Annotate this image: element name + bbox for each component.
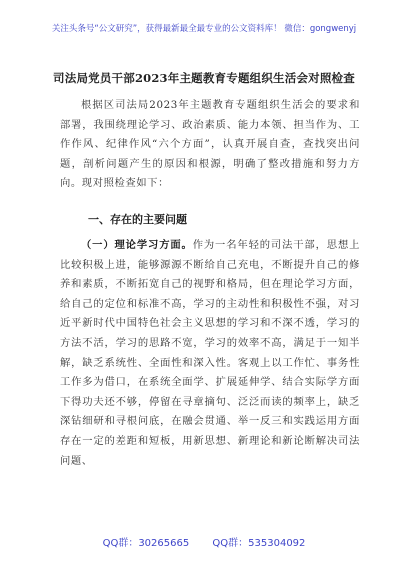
paragraph-body: 作为一名年轻的司法干部，思想上比较积极上进，能够源源不断给自己充电，不断提升自己的修养和素质，不断拓宽自己的视野和格局，但在理论学习方面，给自己的定位和标准不高，学习的主动性和积极性不强，对习近平新时代中国特色社会主义思想的学习和不深不透，学习的方法不活，学习的思路不宽，学习的效率不高，满足于一知半解，缺乏系统性、全面性和深入性。客观上以工作忙、事务性工作多为借口，在系统全面学、扩展延伸学、结合实际学方面下得功夫还不够，停留在寻章摘句、泛泛而读的频率上，缺乏深钻细研和寻根问底，在融会贯通、举一反三和实践运用方面存在一定的差距和短板，用新思想、新理论和新论断解决司法问题、 — [60, 239, 361, 467]
footer-qq-group-2: QQ群：535304092 — [212, 538, 306, 549]
intro-paragraph: 根据区司法局2023年主题教育专题组织生活会的要求和部署，我围绕理论学习、政治素质、能力本领、担当作为、工作作风、纪律作风“六个方面”，认真开展自查，查找突出问题，剖析问题产生的原因和根源，明确了整改措施和努力方向。现对照检查如下： — [60, 99, 360, 190]
footer-qq-group-1: QQ群：30265665 — [102, 538, 190, 549]
header-banner: 关注头条号“公文研究”，获得最新最全最专业的公文资料库！ 微信：gongwenyj — [51, 24, 357, 34]
paragraph-lead: （一）理论学习方面。 — [81, 239, 193, 251]
document-title: 司法局党员干部2023年主题教育专题组织生活会对照检查 — [53, 71, 355, 85]
theory-study-paragraph — [60, 236, 360, 471]
section-heading: 一、存在的主要问题 — [88, 213, 187, 226]
footer-contacts — [0, 534, 408, 549]
